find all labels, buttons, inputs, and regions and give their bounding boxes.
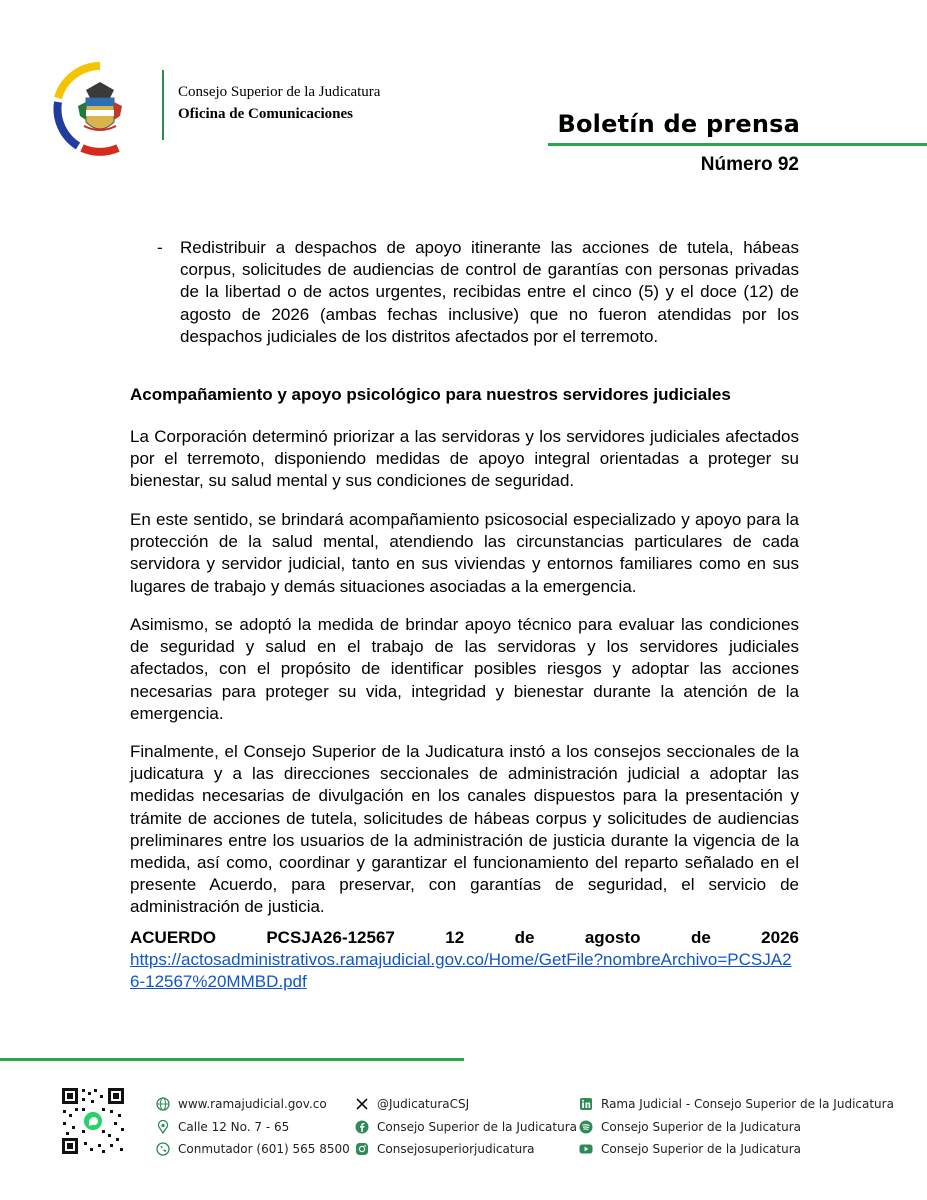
section-heading: Acompañamiento y apoyo psicológico para nuestros servidores judiciales [130, 385, 731, 404]
footer-divider [0, 1058, 464, 1061]
footer-social-column [355, 1093, 577, 1161]
paragraph-1: La Corporación determinó priorizar a las servidoras y los servidores judiciales afectados por el terremoto, disponiendo medidas de apoyo integral orientadas a proteger su bienestar, su salud mental y sus condiciones de seguridad. [130, 427, 799, 491]
paragraph-3: Asimismo, se adoptó la medida de brindar apoyo técnico para evaluar las condiciones de seguridad y salud en el trabajo de las servidoras y los servidores judiciales afectados, con el propósito de identificar posibles riesgos y adoptar las acciones necesarias para proteger su vida, integridad y bienestar durante la atención de la emergencia. [130, 615, 799, 723]
footer-contact-column [156, 1093, 350, 1161]
bulletin-number: Número 92 [700, 154, 799, 175]
instagram-icon [355, 1142, 369, 1156]
agreement-link[interactable]: https://actosadministrativos.ramajudicial.gov.co/Home/GetFile?nombreArchivo=PCSJA26-12567%20MMBD.pdf [130, 950, 792, 992]
bullet-item-text: Redistribuir a despachos de apoyo itinerante las acciones de tutela, hábeas corpus, solicitudes de audiencias de control de garantías con personas privadas de la libertad o de actos urgentes, recibidas entre el cinco (5) y el doce (12) de agosto de 2026 (ambas fechas inclusive) que no fueron atendidas por los despachos judiciales de los distritos afectados por el terremoto. [180, 238, 799, 346]
address-text: Calle 12 No. 7 - 65 [178, 1119, 290, 1134]
footer-website[interactable] [156, 1093, 350, 1116]
paragraph-4: Finalmente, el Consejo Superior de la Judicatura instó a los consejos seccionales de la judicatura y a las direcciones seccionales de administración judicial a adoptar las medidas necesarias de divulgación en los canales dispuestos para la presentación y trámite de acciones de tutela, solicitudes de hábeas corpus y solicitudes de audiencias preliminares entre los usuarios de la administración de justicia durante la vigencia de la medida, así como, coordinar y garantizar el funcionamiento del reparto señalado en el presente Acuerdo, para preservar, con garantías de seguridad, el servicio de administración de justicia. [130, 742, 799, 917]
agreement-label: ACUERDO [130, 928, 216, 947]
youtube-icon [579, 1142, 593, 1156]
qr-code[interactable] [60, 1086, 126, 1156]
agreement-de-2: de [690, 928, 711, 947]
phone-text: Conmutador (601) 565 8500 [178, 1142, 350, 1157]
spotify-icon [579, 1120, 593, 1134]
agreement-month: agosto [584, 928, 641, 947]
agreement-de-1: de [514, 928, 535, 947]
linkedin-text: Rama Judicial - Consejo Superior de la Judicatura [601, 1097, 894, 1112]
footer-linkedin[interactable] [579, 1093, 894, 1116]
facebook-icon [355, 1120, 369, 1134]
title-underline [548, 143, 927, 146]
globe-icon [156, 1097, 170, 1111]
footer-youtube[interactable] [579, 1138, 894, 1161]
footer-instagram[interactable] [355, 1138, 577, 1161]
bulletin-title: Boletín de prensa [557, 110, 800, 138]
agreement-code: PCSJA26-12567 [266, 928, 395, 947]
colombia-coat-of-arms-logo [50, 60, 150, 160]
instagram-text: Consejosuperiorjudicatura [377, 1142, 535, 1157]
footer-x-account[interactable] [355, 1093, 577, 1116]
phone-icon [156, 1142, 170, 1156]
header-divider [162, 70, 164, 140]
linkedin-icon [579, 1097, 593, 1111]
agreement-reference [130, 927, 799, 994]
agreement-year: 2026 [761, 928, 799, 947]
x-icon [355, 1097, 369, 1111]
organization-name: Consejo Superior de la Judicatura [178, 84, 381, 100]
agreement-day: 12 [445, 928, 465, 947]
website-text: www.ramajudicial.gov.co [178, 1097, 327, 1112]
footer-facebook[interactable] [355, 1116, 577, 1139]
spotify-text: Consejo Superior de la Judicatura [601, 1119, 801, 1134]
footer-phone [156, 1138, 350, 1161]
location-pin-icon [156, 1120, 170, 1134]
footer-spotify[interactable] [579, 1116, 894, 1139]
x-account-text: @JudicaturaCSJ [377, 1097, 470, 1112]
facebook-text: Consejo Superior de la Judicatura [377, 1119, 577, 1134]
footer-address [156, 1116, 350, 1139]
agreement-title-line [130, 927, 799, 949]
bullet-dash: - [157, 238, 163, 257]
footer-channels-column [579, 1093, 894, 1161]
paragraph-2: En este sentido, se brindará acompañamiento psicosocial especializado y apoyo para la protección de la salud mental, atendiendo las circunstancias particulares de cada servidora y servidor judicial, tanto en sus viviendas y entornos familiares como en sus lugares de trabajo y demás situaciones asociadas a la emergencia. [130, 510, 799, 596]
office-name: Oficina de Comunicaciones [178, 106, 353, 122]
youtube-text: Consejo Superior de la Judicatura [601, 1142, 801, 1157]
